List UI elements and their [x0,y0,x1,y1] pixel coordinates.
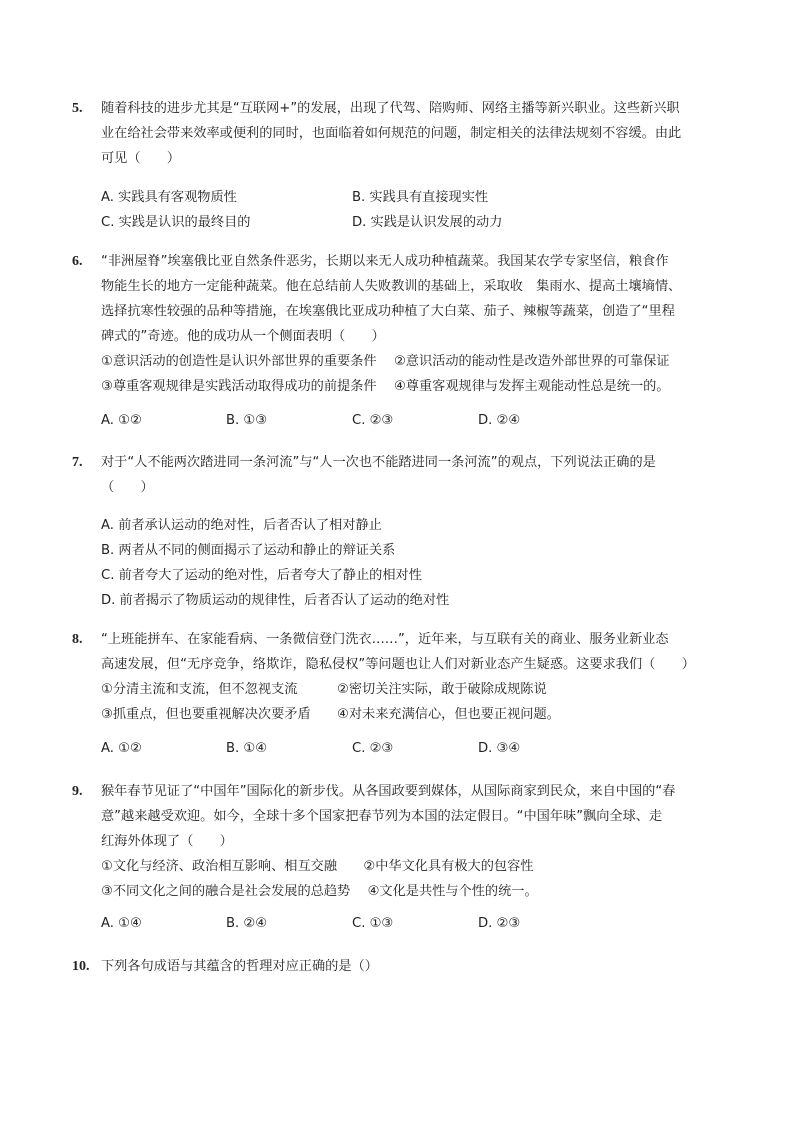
stem-line: 高速发展，但“无序竞争，络欺诈，隐私侵权”等问题也让人们对新业态产生疑惑。这要求我们（ ） [101,657,695,672]
stem-line: 下列各句成语与其蕴含的哲理对应正确的是（） [101,959,378,974]
stem-line: 红海外体现了（ ） [101,834,233,849]
question-5 [72,96,724,171]
stem-line: 物能生长的地方一定能种蔬菜。他在总结前人失败教训的基础上，采取收 集雨水、提高土壤墒情、 [101,279,682,294]
option-d[interactable]: D. ②④ [478,413,521,428]
option-d[interactable]: D. ③④ [478,741,521,756]
stem-line: （ ） [101,480,154,495]
question-number: 8. [72,632,83,647]
option-a[interactable]: A. 前者承认运动的绝对性，后者否认了相对静止 [101,518,382,533]
option-d[interactable]: D. ②③ [478,916,521,931]
stem-line: 对于“人不能两次踏进同一条河流”与“人一次也不能踏进同一条河流”的观点，下列说法正确的是 [101,455,656,470]
stem-line: 碑式的”奇迹。他的成功从一个侧面表明（ ） [101,329,385,344]
option-a[interactable]: A. 实践具有客观物质性 [101,190,237,205]
option-c[interactable]: C. ①③ [352,916,394,931]
question-number: 6. [72,254,83,269]
stem-line: 选择抗寒性较强的品种等措施，在埃塞俄比亚成功种植了大白菜、茄子、辣椒等蔬菜，创造了“里程 [101,304,675,319]
stem-line: 意”越来越受欢迎。如今，全球十多个国家把春节列为本国的法定假日。“中国年味”飘向全球、走 [101,809,663,824]
statement-line: ①分清主流和支流，但不忽视支流 ②密切关注实际，敢于破除成规陈说 [101,682,547,697]
option-a[interactable]: A. ①② [101,741,142,756]
question-number: 10. [72,959,90,974]
question-stem [101,450,724,500]
stem-line: 可见（ ） [101,151,181,166]
option-b[interactable]: B. ②④ [226,916,268,931]
statement-line: ③不同文化之间的融合是社会发展的总趋势 ④文化是共性与个性的统一。 [101,884,538,899]
statement-line: ③抓重点，但也要重视解决次要矛盾 ④对未来充满信心，但也要正视问题。 [101,707,560,722]
question-10 [72,954,724,979]
option-b[interactable]: B. ①③ [226,413,268,428]
statement-line: ③尊重客观规律是实践活动取得成功的前提条件 ④尊重客观规律与发挥主观能动性总是统一的。 [101,379,670,394]
stem-line: “上班能拼车、在家能看病、一条微信登门洗衣……”，近年来，与互联有关的商业、服务业新业态 [101,632,669,647]
option-c[interactable]: C. 前者夸大了运动的绝对性，后者夸大了静止的相对性 [101,568,422,583]
stem-line: 猴年春节见证了“中国年”国际化的新步伐。从各国政要到媒体，从国际商家到民众，来自中国的“春 [101,784,676,799]
option-b[interactable]: B. 两者从不同的侧面揭示了运动和静止的辩证关系 [101,543,396,558]
option-b[interactable]: B. 实践具有直接现实性 [352,190,489,205]
option-a[interactable]: A. ①④ [101,916,142,931]
question-9 [72,779,724,904]
question-8 [72,627,724,727]
statement-line: ①意识活动的创造性是认识外部世界的重要条件 ②意识活动的能动性是改造外部世界的可靠保证 [101,354,670,369]
question-stem [101,779,724,904]
option-c[interactable]: C. ②③ [352,741,394,756]
option-d[interactable]: D. 实践是认识发展的动力 [352,215,503,230]
question-7 [72,450,724,500]
stem-line: 业在给社会带来效率或便利的同时，也面临着如何规范的问题，制定相关的法律法规刻不容缓。由此 [101,126,682,141]
stem-line: 随着科技的进步尤其是“互联网+”的发展，出现了代驾、陪购师、网络主播等新兴职业。这些新兴职 [101,101,680,116]
stem-line: “非洲屋脊”埃塞俄比亚自然条件恶劣，长期以来无人成功种植蔬菜。我国某农学专家坚信，粮食作 [101,254,669,269]
question-6 [72,249,724,399]
question-stem [101,954,724,979]
question-number: 7. [72,455,83,470]
statement-line: ①文化与经济、政治相互影响、相互交融 ②中华文化具有极大的包容性 [101,859,534,874]
option-a[interactable]: A. ①② [101,413,142,428]
question-number: 5. [72,101,83,116]
option-b[interactable]: B. ①④ [226,741,268,756]
question-number: 9. [72,784,83,799]
option-c[interactable]: C. ②③ [352,413,394,428]
question-stem [101,627,724,727]
question-stem [101,249,724,399]
question-stem [101,96,724,171]
option-c[interactable]: C. 实践是认识的最终目的 [101,215,251,230]
option-d[interactable]: D. 前者揭示了物质运动的规律性，后者否认了运动的绝对性 [101,593,450,608]
